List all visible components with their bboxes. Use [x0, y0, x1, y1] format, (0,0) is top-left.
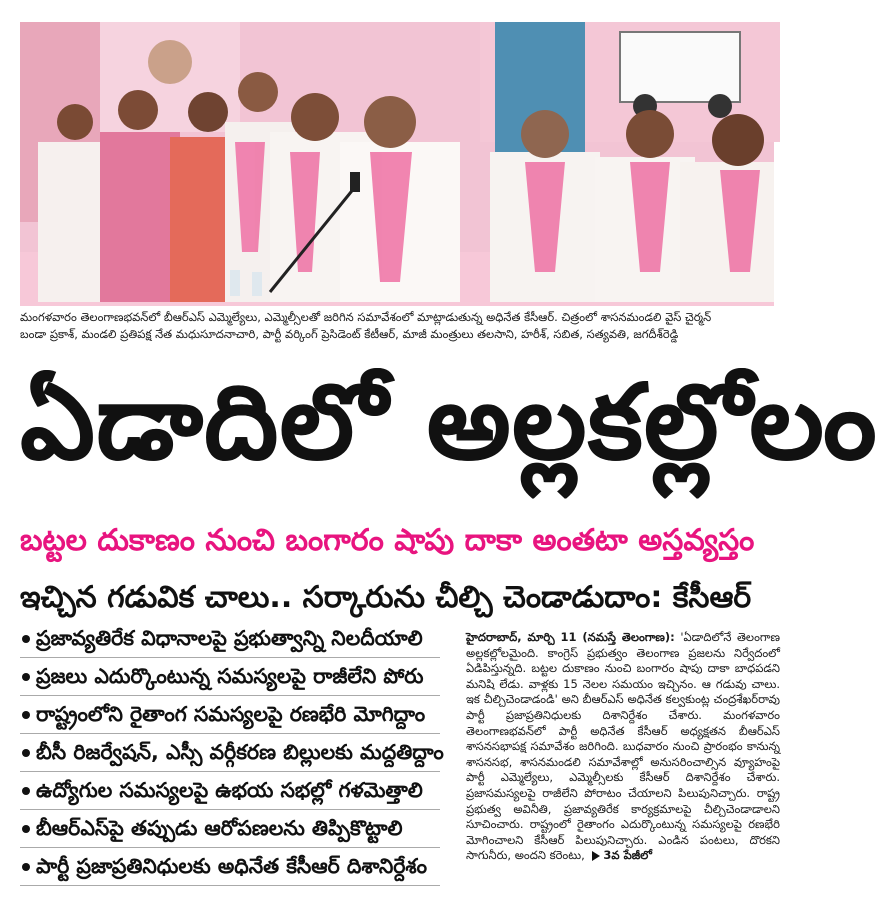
continued-label: 3వ పేజీలో: [603, 848, 653, 863]
bullet-dot-icon: [22, 635, 30, 643]
subheadline-black: ఇచ్చిన గడువిక చాలు.. సర్కారును చీల్చి చెండాడుదాం: కేసీఆర్: [20, 580, 752, 615]
article-text: 'ఏడాదిలోనే తెలంగాణ అల్లకల్లోలమైంది. కాంగ్రెస్ ప్రభుత్వం తెలంగాణ ప్రజలను నిర్వేదంలో ఏడిపిస్తున్నది. బట్టల దుకాణం నుంచి బంగారం షాపు దాకా బాధపడని మనిషి లేడు. వాళ్లకు 15 నెలల సమయం ఇచ్చినం. ఆ గడువు చాలు. ఇక చీల్చిచెండాడండి' అని బీఆర్ఎస్ అధినేత కల్వకుంట్ల చంద్రశేఖర్‌రావు పార్టీ ప్రజాప్రతినిధులకు దిశానిర్దేశం చేశారు. మంగళవారం తెలంగాణభవన్‌లో పార్టీ అధినేత కేసీఆర్ అధ్యక్షతన బీఆర్ఎస్ శాసనసభాపక్ష సమావేశం జరిగింది. బుధవారం నుంచి ప్రారంభం కానున్న శాసనసభ, శాసనమండలి సమావేశాల్లో అనుసరించాల్సిన వ్యూహంపై పార్టీ ఎమ్మెల్యేలు, ఎమ్మెల్సీలకు కేసీఆర్ దిశానిర్దేశం చేశారు. ప్రజాసమస్యలపై రాజీలేని పోరాటం చేయాలని పిలుపునిచ్చారు. రాష్ట్ర ప్రభుత్వ అవినీతి, ప్రజావ్యతిరేక కార్యక్రమాలపై చీల్చిచెండాడాలని సూచించారు. రాష్ట్రంలో రైతాంగం ఎదుర్కొంటున్న సమస్యలపై రణభేరి మోగించాలని కేసీఆర్ పిలుపునిచ్చారు. ఎండిన పంటలు, దొరకని సాగునీరు, అందని కరెంటు,: [466, 630, 780, 863]
news-photo: [20, 22, 774, 306]
bullet-text: బీసీ రిజర్వేషన్, ఎస్సీ వర్గీకరణ బిల్లులకు మద్దతిద్దాం: [36, 740, 444, 764]
bullet-text: ఉద్యోగుల సమస్యలపై ఉభయ సభల్లో గళమెత్తాలి: [36, 778, 423, 802]
article-body: [466, 630, 780, 864]
caption-line-2: బండా ప్రకాశ్, మండలి ప్రతిపక్ష నేత మధుసూదనాచారి, పార్టీ వర్కింగ్ ప్రెసిడెంట్ కేటీఆర్, మాజీ మంత్రులు తలసాని, హరీశ్, సబిత, సత్యవతి, జగదీశ్‌రెడ్డి: [20, 327, 679, 341]
bullet-dot-icon: [22, 787, 30, 795]
bullet-item: [20, 810, 440, 848]
article-dateline: హైదరాబాద్, మార్చి 11 (నమస్తే తెలంగాణ):: [466, 630, 675, 644]
continued-link[interactable]: [588, 848, 652, 862]
bullet-text: ప్రజలు ఎదుర్కొంటున్న సమస్యలపై రాజీలేని పోరు: [36, 664, 424, 688]
bullet-text: బీఆర్ఎస్‌పై తప్పుడు ఆరోపణలను తిప్పికొట్టాలి: [36, 816, 403, 840]
bullet-item: [20, 658, 440, 696]
subheadline-pink: బట్టల దుకాణం నుంచి బంగారం షాపు దాకా అంతటా అస్తవ్యస్తం: [20, 523, 755, 558]
bullet-item: [20, 734, 444, 772]
bullet-list: [20, 620, 444, 886]
bullet-dot-icon: [22, 673, 30, 681]
photo-caption: [20, 309, 780, 343]
bullet-item: [20, 696, 440, 734]
bullet-dot-icon: [22, 749, 30, 757]
bullet-item: [20, 620, 440, 658]
bullet-text: ప్రజావ్యతిరేక విధానాలపై ప్రభుత్వాన్ని నిలదీయాలి: [36, 626, 423, 650]
bullet-text: రాష్ట్రంలోని రైతాంగ సమస్యలపై రణభేరి మోగిద్దాం: [36, 702, 426, 726]
bullet-item: [20, 772, 440, 810]
bullet-dot-icon: [22, 825, 30, 833]
arrow-right-icon: [592, 851, 600, 861]
bullet-item: [20, 848, 440, 886]
main-headline: ఏడాదిలో అల్లకల్లోలం: [20, 361, 878, 483]
bullet-dot-icon: [22, 711, 30, 719]
caption-line-1: మంగళవారం తెలంగాణభవన్‌లో బీఆర్ఎస్ ఎమ్మెల్యేలు, ఎమ్మెల్సీలతో జరిగిన సమావేశంలో మాట్లాడుతున్న అధినేత కేసీఆర్. చిత్రంలో శాసనమండలి వైస్ చైర్మన్: [20, 310, 712, 324]
bullet-dot-icon: [22, 863, 30, 871]
bullet-text: పార్టీ ప్రజాప్రతినిధులకు అధినేత కేసీఆర్ దిశానిర్దేశం: [36, 854, 428, 878]
